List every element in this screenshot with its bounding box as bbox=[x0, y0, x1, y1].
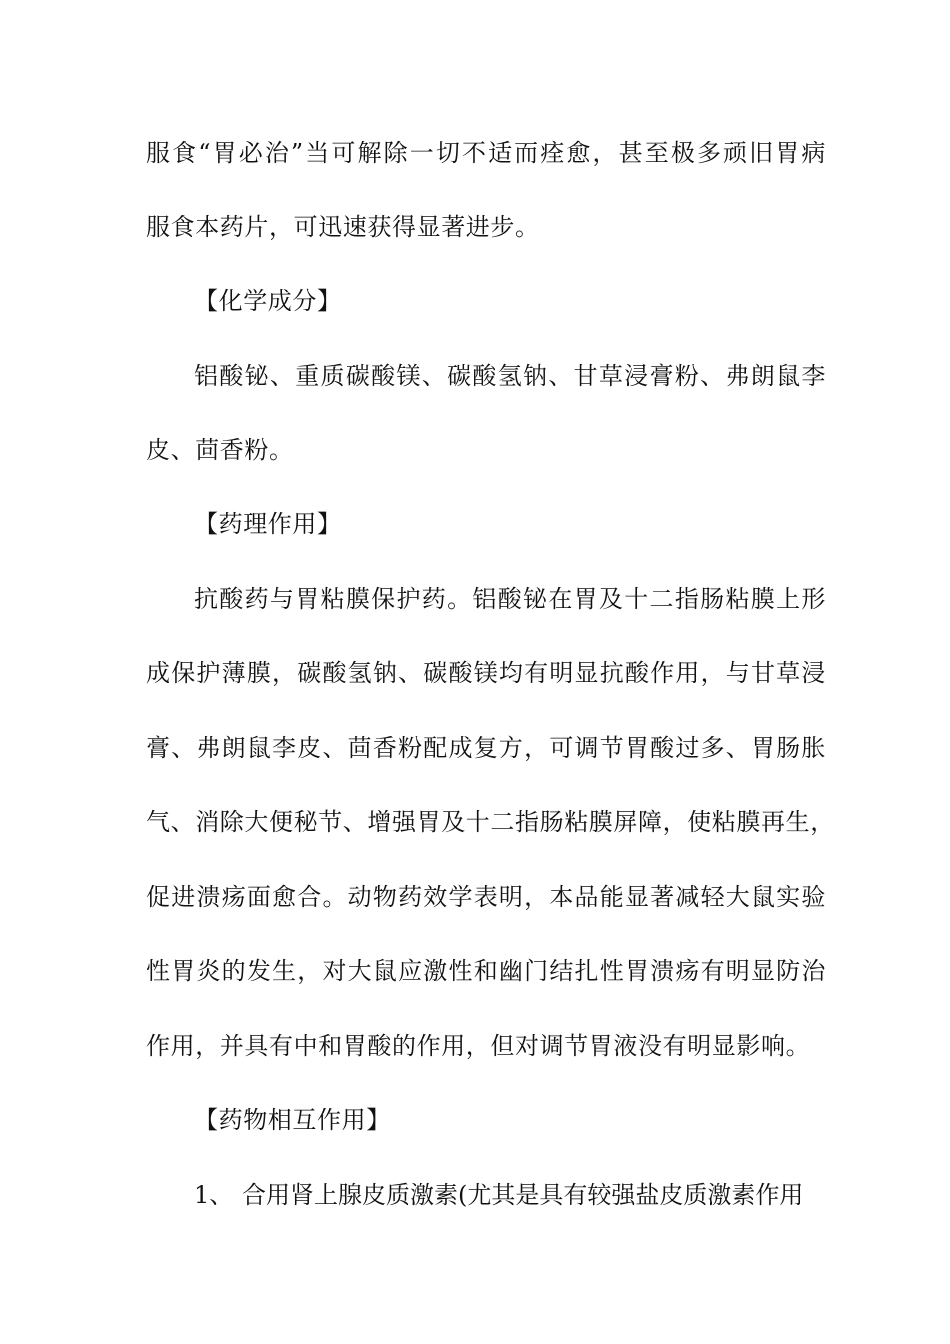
paragraph-line: 促进溃疡面愈合。动物药效学表明，本品能显著减轻大鼠实验 bbox=[146, 883, 826, 911]
paragraph-line: 作用，并具有中和胃酸的作用，但对调节胃液没有明显影响。 bbox=[146, 1032, 811, 1060]
paragraph-line: 抗酸药与胃粘膜保护药。铝酸铋在胃及十二指肠粘膜上形 bbox=[194, 585, 826, 613]
paragraph-line: 服食本药片，可迅速获得显著进步。 bbox=[146, 213, 540, 241]
paragraph-line: 服食“胃必治”当可解除一切不适而痊愈，甚至极多顽旧胃病 bbox=[146, 139, 826, 167]
paragraph-line: 性胃炎的发生，对大鼠应激性和幽门结扎性胃溃疡有明显防治 bbox=[146, 957, 826, 985]
list-item-number: 1、 bbox=[194, 1181, 234, 1209]
section-heading-drug-interactions: 【药物相互作用】 bbox=[194, 1106, 391, 1134]
paragraph-line: 皮、茴香粉。 bbox=[146, 436, 294, 464]
section-heading-chemical-composition: 【化学成分】 bbox=[194, 287, 342, 315]
list-item-text: 合用肾上腺皮质激素(尤其是具有较强盐皮质激素作用 bbox=[242, 1181, 804, 1209]
list-item bbox=[194, 1175, 803, 1215]
paragraph-line: 膏、弗朗鼠李皮、茴香粉配成复方，可调节胃酸过多、胃肠胀 bbox=[146, 734, 826, 762]
paragraph-line: 成保护薄膜，碳酸氢钠、碳酸镁均有明显抗酸作用，与甘草浸 bbox=[146, 659, 826, 687]
paragraph-line: 气、消除大便秘节、增强胃及十二指肠粘膜屏障，使粘膜再生， bbox=[146, 808, 835, 836]
paragraph-line: 铝酸铋、重质碳酸镁、碳酸氢钠、甘草浸膏粉、弗朗鼠李 bbox=[194, 362, 826, 390]
section-heading-pharmacology: 【药理作用】 bbox=[194, 510, 342, 538]
